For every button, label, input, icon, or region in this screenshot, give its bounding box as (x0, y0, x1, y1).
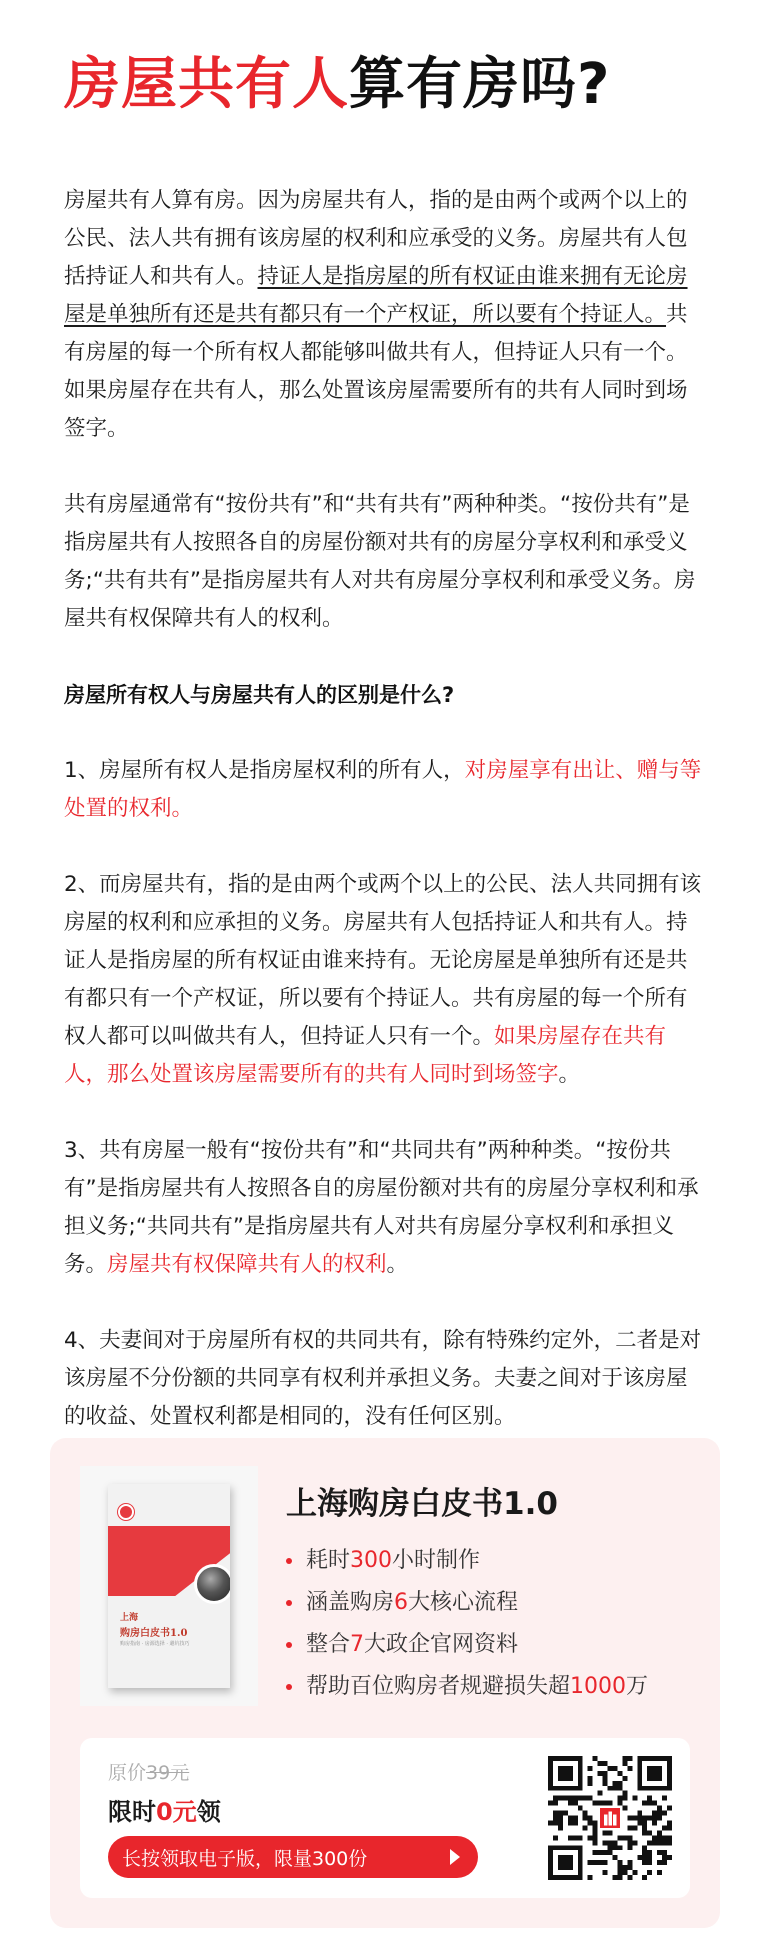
play-arrow-icon (450, 1849, 460, 1865)
claim-ebook-label: 长按领取电子版，限量300份 (122, 1847, 368, 1870)
book-title-line-2: 购房白皮书1.0 (120, 1628, 188, 1639)
paragraph-intro (64, 182, 706, 448)
title-highlight: 房屋共有人 (64, 52, 349, 117)
feature-item: 耗时300小时制作 (286, 1540, 648, 1582)
point-3-end: 。 (386, 1252, 409, 1277)
book-title-line-1: 上海 (120, 1613, 139, 1623)
book-logo-icon (118, 1504, 134, 1520)
original-price: 原价39元 (108, 1762, 190, 1784)
book-cover-image (80, 1466, 258, 1706)
paragraph-intro-text-2: 共有房屋的每一个所有权人都能够叫做共有人，但持证人只有一个。如果房屋存在共有人，那么处置该房屋需要所有的共有人同时到场签字。 (64, 302, 688, 441)
claim-ebook-button[interactable] (108, 1836, 478, 1878)
book-photo-icon (194, 1564, 230, 1604)
book-subtitle: 购房指南 · 房源选择 · 避坑技巧 (120, 1641, 190, 1647)
point-4: 4、夫妻间对于房屋所有权的共同共有，除有特殊约定外，二者是对该房屋不分份额的共同享有权利并承担义务。夫妻之间对于该房屋的收益、处置权利都是相同的，没有任何区别。 (64, 1328, 702, 1429)
feature-item: 整合7大政企官网资料 (286, 1624, 648, 1666)
feature-list (286, 1540, 648, 1708)
title-rest: 算有房吗? (349, 52, 611, 117)
feature-item: 涵盖购房6大核心流程 (286, 1582, 648, 1624)
point-3 (64, 1132, 706, 1284)
promo-title: 上海购房白皮书1.0 (286, 1486, 558, 1522)
point-1-highlight: 对房屋享有出让、赠与等处置的权利。 (64, 758, 702, 821)
page-title (64, 40, 706, 130)
paragraph-intro-text: 房屋共有人算有房。因为房屋共有人，指的是由两个或两个以上的公民、法人共有拥有该房屋的权利和应承受的义务。房屋共有人包括持证人和共有人。 (64, 188, 688, 289)
current-price: 限时0元领 (108, 1798, 221, 1826)
offer-card (80, 1738, 690, 1898)
whitepaper-promo-card[interactable] (50, 1438, 720, 1928)
point-1-text: 1、房屋所有权人是指房屋权利的所有人， (64, 758, 465, 783)
feature-item: 帮助百位购房者规避损失超1000万 (286, 1666, 648, 1708)
point-3-highlight: 房屋共有权保障共有人的权利 (107, 1252, 387, 1277)
paragraph-intro-underlined: 持证人是指房屋的所有权证由谁来拥有无论房屋是单独所有还是共有都只有一个产权证，所以要有个持证人。 (64, 264, 688, 327)
qr-code-icon[interactable] (548, 1756, 672, 1880)
point-3-text: 3、共有房屋一般有“按份共有”和“共同共有”两种种类。“按份共有”是指房屋共有人按照各自的房屋份额对共有的房屋分享权利和承担义务;“共同共有”是指房屋共有人对共有房屋分享权利和承担义务。 (64, 1138, 699, 1277)
book-cover (108, 1484, 230, 1688)
point-1 (64, 752, 706, 828)
point-2-end: 。 (558, 1062, 581, 1087)
point-2-text: 2、而房屋共有，指的是由两个或两个以上的公民、法人共同拥有该房屋的权利和应承担的义务。房屋共有人包括持证人和共有人。持证人是指房屋的所有权证由谁来持有。无论房屋是单独所有还是共有都只有一个产权证，所以要有个持证人。共有房屋的每一个所有权人都可以叫做共有人，但持证人只有一个。 (64, 872, 702, 1049)
section-heading: 房屋所有权人与房屋共有人的区别是什么? (64, 683, 455, 707)
point-2 (64, 866, 706, 1094)
paragraph-types: 共有房屋通常有“按份共有”和“共有共有”两种种类。“按份共有”是指房屋共有人按照各自的房屋份额对共有的房屋分享权利和承受义务;“共有共有”是指房屋共有人对共有房屋分享权利和承受义务。房屋共有权保障共有人的权利。 (64, 492, 696, 631)
point-2-highlight: 如果房屋存在共有人，那么处置该房屋需要所有的共有人同时到场签字 (64, 1024, 667, 1087)
